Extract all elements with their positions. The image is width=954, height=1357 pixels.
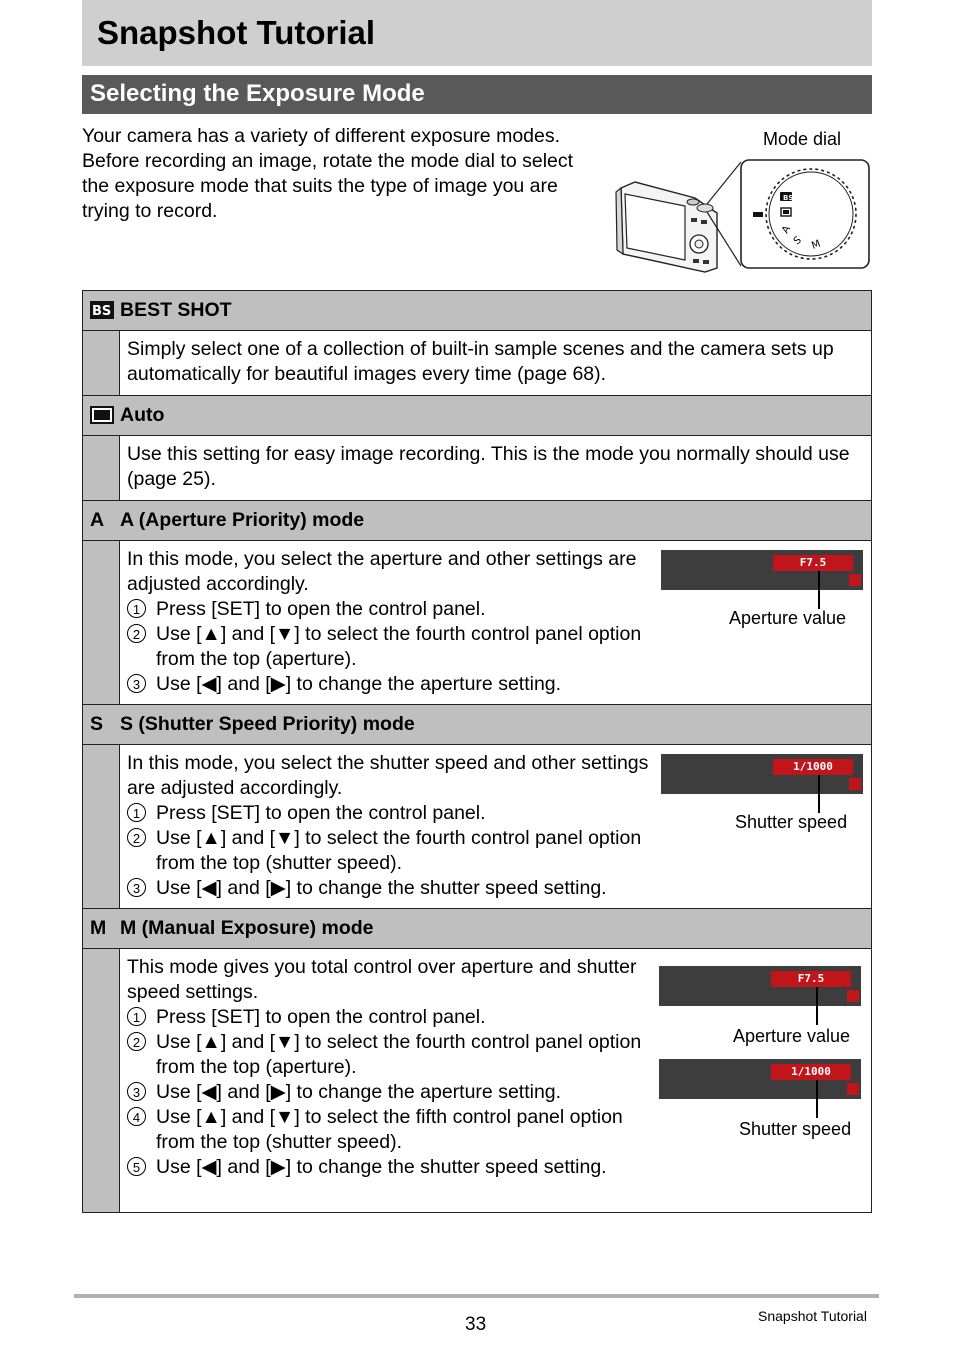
auto-icon <box>90 404 114 430</box>
step-item: 3 Use [◀] and [▶] to change the aperture setting. <box>127 1080 647 1105</box>
mode-body-best-shot <box>83 331 871 396</box>
aperture-value-caption: Aperture value <box>729 608 847 628</box>
mode-title-auto: Auto <box>120 404 165 426</box>
intro-paragraph: Your camera has a variety of different exposure modes. Before recording an image, rotate the mode dial to select the exposure mode that suits the type of image you are trying to record. <box>82 125 574 222</box>
manual-aperture-value-display: F7.5 <box>771 971 851 987</box>
mode-intro-shutter: In this mode, you select the shutter speed and other settings are adjusted accordingly. <box>127 752 649 799</box>
mode-body-aperture <box>83 541 871 705</box>
svg-text:A: A <box>780 224 794 236</box>
mode-description-auto: Use this setting for easy image recording. This is the mode you normally should use (page 25). <box>127 443 850 490</box>
mode-a-indicator-icon <box>849 574 861 586</box>
section-title: Selecting the Exposure Mode <box>90 80 425 107</box>
svg-text:BS: BS <box>783 194 794 202</box>
mode-header-auto <box>83 396 871 436</box>
shutter-panel-illustration <box>661 754 871 844</box>
page-title: Snapshot Tutorial <box>97 14 376 51</box>
camera-mode-dial-illustration <box>615 158 873 276</box>
step-item: 2 Use [▲] and [▼] to select the fourth control panel option from the top (aperture). <box>127 1030 647 1080</box>
shutter-speed-display: 1/1000 <box>773 759 853 775</box>
mode-intro-aperture: In this mode, you select the aperture and other settings are adjusted accordingly. <box>127 548 637 595</box>
mode-m-indicator-icon <box>847 990 859 1002</box>
step-item: 2 Use [▲] and [▼] to select the fourth control panel option from the top (aperture). <box>127 622 647 672</box>
mode-marker-m: M <box>90 917 107 939</box>
section-title-bar <box>82 75 872 114</box>
manual-shutter-caption: Shutter speed <box>739 1119 852 1139</box>
page-title-bar <box>82 0 872 66</box>
svg-text:BS: BS <box>92 304 112 319</box>
step-item: 5 Use [◀] and [▶] to change the shutter speed setting. <box>127 1155 647 1180</box>
svg-text:S: S <box>791 234 804 248</box>
running-footer-title: Snapshot Tutorial <box>758 1308 867 1324</box>
mode-marker-a: A <box>90 509 105 531</box>
mode-title-best-shot: BEST SHOT <box>120 299 232 321</box>
page-number: 33 <box>465 1314 487 1335</box>
mode-description-best-shot: Simply select one of a collection of built-in sample scenes and the camera sets up automatically for beautiful images every time (page 68). <box>127 338 834 385</box>
mode-intro-manual: This mode gives you total control over aperture and shutter speed settings. <box>127 956 637 1003</box>
aperture-value-display: F7.5 <box>773 555 853 571</box>
aperture-panel-illustration <box>661 550 871 640</box>
mode-header-best-shot <box>83 291 871 331</box>
manual-shutter-speed-display: 1/1000 <box>771 1064 851 1080</box>
mode-body-manual <box>83 949 871 1212</box>
step-item: 1 Press [SET] to open the control panel. <box>127 1005 647 1030</box>
camera-icon <box>616 182 717 272</box>
manual-shutter-panel-illustration <box>659 1059 869 1149</box>
footer-divider <box>74 1294 879 1298</box>
mode-title-shutter: S (Shutter Speed Priority) mode <box>120 713 415 735</box>
mode-header-manual <box>83 909 871 949</box>
mode-title-manual: M (Manual Exposure) mode <box>120 917 374 939</box>
shutter-speed-caption: Shutter speed <box>735 812 848 832</box>
mode-m-indicator-icon <box>847 1083 859 1095</box>
mode-title-aperture: A (Aperture Priority) mode <box>120 509 365 531</box>
best-shot-icon <box>90 299 114 325</box>
step-item: 3 Use [◀] and [▶] to change the aperture setting. <box>127 672 647 697</box>
mode-body-shutter <box>83 745 871 909</box>
mode-dial-label: Mode dial <box>763 129 842 149</box>
mode-marker-s: S <box>90 713 104 735</box>
step-item: 1 Press [SET] to open the control panel. <box>127 597 647 622</box>
mode-header-shutter <box>83 705 871 745</box>
step-item: 2 Use [▲] and [▼] to select the fourth control panel option from the top (shutter speed). <box>127 826 657 876</box>
mode-header-aperture <box>83 501 871 541</box>
svg-text:M: M <box>810 238 823 252</box>
manual-aperture-panel-illustration <box>659 966 869 1058</box>
step-item: 3 Use [◀] and [▶] to change the shutter speed setting. <box>127 876 657 901</box>
exposure-modes-table <box>82 290 872 1213</box>
step-item: 4 Use [▲] and [▼] to select the fifth control panel option from the top (shutter speed). <box>127 1105 647 1155</box>
mode-s-indicator-icon <box>849 778 861 790</box>
step-item: 1 Press [SET] to open the control panel. <box>127 801 657 826</box>
mode-body-auto <box>83 436 871 501</box>
manual-aperture-caption: Aperture value <box>733 1026 851 1046</box>
